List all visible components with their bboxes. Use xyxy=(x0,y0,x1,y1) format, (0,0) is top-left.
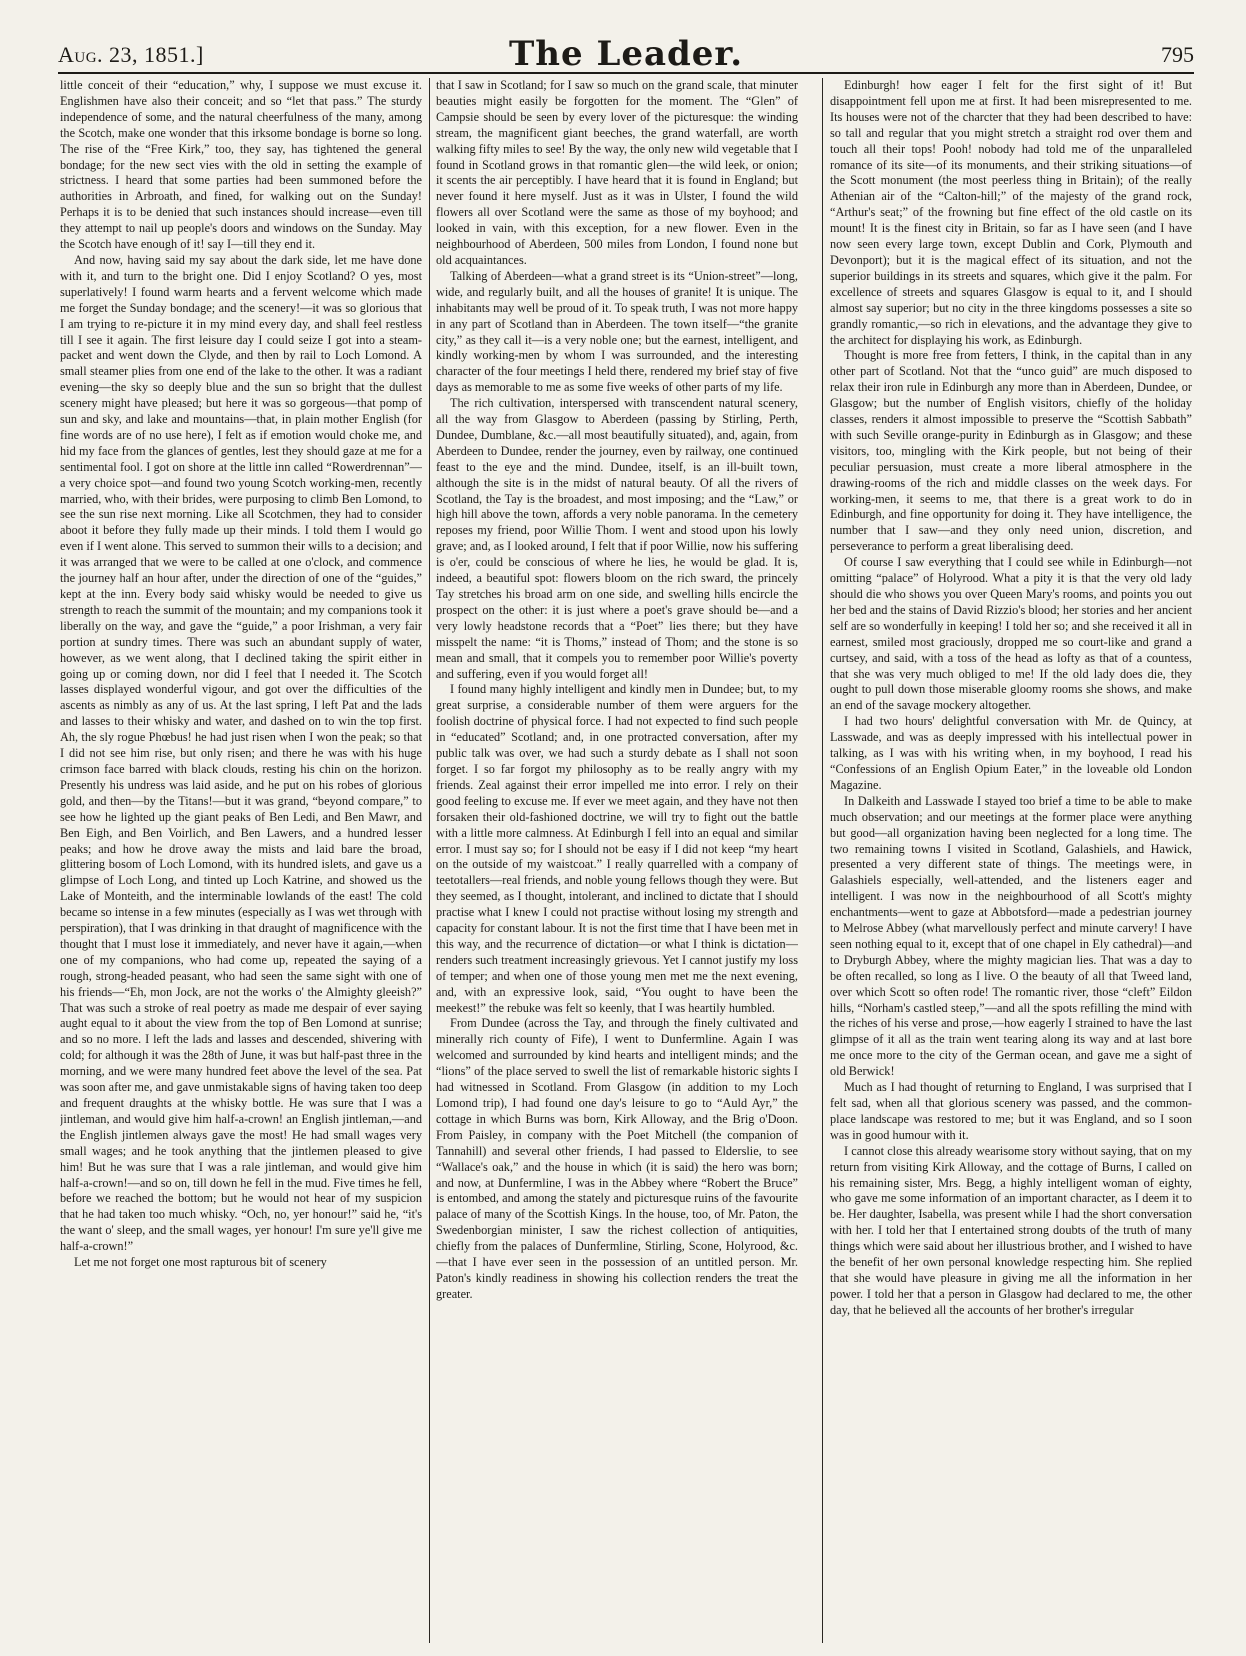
column-divider xyxy=(822,78,823,1643)
page-number: 795 xyxy=(1161,42,1194,67)
masthead-title: The Leader. xyxy=(508,34,744,74)
paragraph: I found many highly intelligent and kindly men in Dundee; but, to my great surprise, a considerable number of them were arguers for the foolish doctrine of physical force. I had not expected to find such people in “educated” Scotland; and, in one protracted conversation, after my public talk was over, we had such a sturdy debate as I shall not soon forget. I so far forgot my philosophy as to be really angry with my friends. Zeal against their error impelled me into error. I rely on their good feeling to excuse me. If ever we meet again, and they have not then forsaken their old-fashioned doctrine, we will try to fight out the battle with a little more calmness. At Edinburgh I fell into an equal and similar error. I must say so; for I should not be easy if I did not keep “my heart on the outside of my waistcoat.” I really quarrelled with a company of teetotallers—real friends, and noble young fellows though they were. But they seemed, as I thought, intolerant, and inclined to dictate that I should practise what I knew I could not practise without losing my strength and capacity for constant labour. It is not the first time that I have been met in this way, and the recurrence of dictation—or what I think is dictation—renders such treatment increasingly grievous. Yet I cannot justify my loss of temper; and when one of those young men met me the next evening, and, with an expressive look, said, “You ought to have been the meekest!” the rebuke was felt so keenly, that I was heartily humbled. xyxy=(436,682,798,1015)
paragraph: Edinburgh! how eager I felt for the first sight of it! But disappointment fell upon me at first. It had been misrepresented to me. Its houses were not of the charcter that they had been described to have: so tall and regular that you might stretch a straight rod over them and touch all their tops! Pooh! nobody had told me of the unparalleled romance of its site—of its monuments, and their striking situations—of the Scott monument (the most peerless thing in Britain); of the really Athenian air of the “Calton-hill;” of the majesty of the grand rock, “Arthur's seat;” of the frowning but fine effect of the old castle on its mount! It is the finest city in Britain, so far as I have seen (and I have now seen every large town, except Dublin and Cork, Plymouth and Devonport); but it is the magical effect of its situation, and not the superior buildings in its streets and squares, which give it the palm. For excellence of streets and squares Glasgow is equal to it, and I should almost say superior; but no city in the three kingdoms possesses a site so grandly romantic,—so rich in elevations, and the advantage they give to the architect for displaying his work, as Edinburgh. xyxy=(830,78,1192,347)
issue-date: Aug. 23, 1851.] xyxy=(58,42,204,67)
paragraph: From Dundee (across the Tay, and through the finely cultivated and minerally rich county of Fife), I went to Dunfermline. Again I was welcomed and surrounded by kind hearts and intelligent minds; and the “lions” of the place served to swell the list of remarkable historic sights I had witnessed in Scotland. From Glasgow (in addition to my Loch Lomond trip), I had found one day's leisure to go to “Auld Ayr,” the cottage in which Burns was born, Kirk Alloway, and the Brig o'Doon. From Paisley, in company with the Poet Mitchell (the companion of Tannahill) and several other friends, I had passed to Elderslie, to see “Wallace's oak,” and the house in which (it is said) the hero was born; and now, at Dunfermline, I was in the Abbey where “Robert the Bruce” is entombed, and among the stately and picturesque ruins of the favourite palace of many of the Scottish Kings. In the house, too, of Mr. Paton, the Swedenborgian minister, I saw the richest collection of antiquities, chiefly from the palaces of Dunfermline, Stirling, Scone, Holyrood, &c.—that I have ever seen in the possession of an untitled person. Mr. Paton's kindly readiness in showing his collection renders the treat the greater. xyxy=(436,1016,798,1301)
paragraph: little conceit of their “education,” why, I suppose we must excuse it. Englishmen have also their conceit; and so “let that pass.” The sturdy independence of some, and the natural cheerfulness of the many, among the Scotch, make one wonder that this irksome bondage is borne so long. The rise of the “Free Kirk,” too, they say, has tightened the general bondage; for the new sect vies with the old in setting the example of strictness. I heard that some parties had been summoned before the authorities in Arbroath, and fined, for walking out on the Sunday! Perhaps it is to be denied that such instances should increase—even till they attempt to nail up people's doors and windows on the Sunday. May the Scotch have enough of it! say I—till they end it. xyxy=(60,78,422,252)
paragraph: Much as I had thought of returning to England, I was surprised that I felt sad, when all that glorious scenery was passed, and the common-place landscape was restored to me; but it was England, and so I soon was in good humour with it. xyxy=(830,1080,1192,1142)
article-column-3 xyxy=(830,78,1192,1646)
paragraph: Talking of Aberdeen—what a grand street is its “Union-street”—long, wide, and regularly built, and all the houses of granite! It is unique. The inhabitants may well be proud of it. To speak truth, I was not more happy in any part of Scotland than in Aberdeen. The town itself—“the granite city,” as they call it—is a very noble one; but the earnest, intelligent, and kindly working-men by whom I was surrounded, and the interesting character of the four meetings I held there, rendered my brief stay of five days as memorable to me as some five weeks of other parts of my life. xyxy=(436,268,798,395)
header-rule xyxy=(58,72,1194,74)
column-divider xyxy=(429,78,430,1643)
paragraph: In Dalkeith and Lasswade I stayed too brief a time to be able to make much observation; and our meetings at the former place were anything but good—all organization having been neglected for a long time. The two remaining towns I visited in Scotland, Galashiels, and Hawick, presented a very different state of things. The meetings were, in Galashiels especially, well-attended, and the listeners eager and intelligent. I was now in the neighbourhood of all Scott's mighty enchantments—went to gaze at Abbotsford—made a pedestrian journey to Melrose Abbey (what marvellously perfect and minute carvery! I have seen nothing equal to it, except that of one chapel in Ely cathedral)—and to Dryburgh Abbey, where the mighty magician lies. That was a day to be often recalled, so long as I live. O the beauty of all that Tweed land, over which Scott so often rode! The romantic river, those “cleft” Eildon hills, “Norham's castled steep,”—and all the spots refilling the mind with the riches of his verse and prose,—how eagerly I strained to have the last glimpse of it all as the train went tearing along its way and at last bore me once more to the city of the German ocean, and gave me a sight of old Berwick! xyxy=(830,793,1192,1079)
paragraph: Thought is more free from fetters, I think, in the capital than in any other part of Scotland. Not that the “unco guid” are much disposed to relax their iron rule in Edinburgh any more than in Aberdeen, Dundee, or Glasgow; but the number of English visitors, chiefly of the holiday classes, renders it almost impossible to preserve the “Scottish Sabbath” with such Seville orange-purity in Edinburgh as in Glasgow; and these visitors, too, mingling with the Kirk people, but not being of their peculiar persuasion, must create a more liberal atmosphere in the drawing-rooms of the rich and middle classes on the week days. For working-men, it seems to me, that there is a great work to do in Edinburgh, and fine opportunity for doing it. They have intelligence, the number that I saw—and they only need union, discretion, and perseverance to perform a great liberalising deed. xyxy=(830,348,1192,554)
article-column-1 xyxy=(60,78,422,1646)
page-header xyxy=(58,34,1194,74)
paragraph: Let me not forget one most rapturous bit of scenery xyxy=(74,1255,327,1270)
paragraph: I had two hours' delightful conversation with Mr. de Quincy, at Lasswade, and was as deeply impressed with his intellectual power in talking, as I was with his writing when, in my boyhood, I read his “Confessions of an English Opium Eater,” in the loveable old London Magazine. xyxy=(830,714,1192,792)
paragraph: I cannot close this already wearisome story without saying, that on my return from visiting Kirk Alloway, and the cottage of Burns, I called on his remaining sister, Mrs. Begg, a highly intelligent woman of eighty, who gave me some information of an important character, as I deem it to be. Her daughter, Isabella, was present while I had the short conversation with her. I told her that I entertained strong doubts of the truth of many things which were said about her illustrious brother, and I wished to have the benefit of her own personal knowledge respecting him. She replied that she would have pleasure in giving me all the information in her power. I told her that a person in Glasgow had declared to me, the other day, that he believed all the accounts of her brother's irregular xyxy=(830,1143,1192,1317)
paragraph: The rich cultivation, interspersed with transcendent natural scenery, all the way from Glasgow to Aberdeen (passing by Stirling, Perth, Dundee, Dumblane, &c.—all most beautifully situated), and, again, from Aberdeen to Dundee, render the journey, even by railway, one continued feast to the eye and the mind. Dundee, itself, is an ill-built town, although the site is in the midst of natural beauty. Of all the rivers of Scotland, the Tay is the broadest, and most imposing; and the “Law,” or high hill above the town, affords a very noble panorama. In the cemetery reposes my friend, poor Willie Thom. I went and stood upon his lowly grave; and, as I looked around, I felt that if poor Willie, now his suffering is o'er, could be conscious of where he lies, he would be glad. It is, indeed, a beautiful spot: flowers bloom on the rich sward, the princely Tay stretches his broad arm on one side, and swelling hills encircle the prospect on the other: it is just where a poet's grave should be—and a very lowly headstone records that a “Poet” lies there; but they have misspelt the name: “it is Thoms,” instead of Thom; and the stone is so mean and small, that it compels you to remember poor Willie's poverty and suffering, even if you would forget all! xyxy=(436,396,798,681)
paragraph: And now, having said my say about the dark side, let me have done with it, and turn to the bright one. Did I enjoy Scotland? O yes, most superlatively! I found warm hearts and a fervent welcome which made me forget the Sunday bondage; and the scenery!—it was so glorious that I am trying to re-picture it in my mind every day, and shall feel restless till I see it again. The first leisure day I could seize I got into a steam-packet and went down the Clyde, and then by rail to Loch Lomond. A small steamer plies from one end of the lake to the other. It was a radiant evening—the sky so deeply blue and the sun so bright that the dullest scenery might have pleased; but here it was so gorgeous—that pomp of sun and sky, and lake and mountains—that, in plain mother English (for fine words are of no use here), I felt as if emotion would choke me, and hid my face from the glances of gentles, lest they should gaze at me for a sentimental fool. I got on shore at the little inn called “Rowerdrennan”—a very choice spot—and found two young Scotch working-men, recently married, who, with their brides, were purposing to climb Ben Lomond, to see the sun rise next morning. Like all Scotchmen, they had to consider aboot it before they fully made up their minds. I told them I would go even if I went alone. This served to summon their wills to a decision; and it was arranged that we were to be called at one o'clock, and commence the journey half an hour after, under the direction of one of the “guides,” kept at the inn. Every body said whisky would be needed to give us strength to reach the summit of the mountain; and my companions took it liberally on the way, and gave the “guide,” a poor Irishman, a very fair portion at sundry times. There was such an abundant supply of water, however, as we went along, that I declined taking the spirit either in going up or coming down, nor did I feel that I needed it. The Scotch lasses displayed wonderful vigour, and got over the difficulties of the ascents as nimbly as any of us. At the last spring, I left Pat and the lads and lasses to their whisky and water, and dashed on to win the top first. Ah, the sly rogue Phœbus! he had just risen when I won the peak; so that I did not see him rise, but only risen; and there he was with his huge crimson face barred with black clouds, resting his chin on the horizon. Presently his undress was laid aside, and he put on his robes of glorious gold, and then—by the Titans!—but it was grand, “beyond compare,” to see how he lighted up the giant peaks of Ben Ledi, and Ben Mawr, and Ben Eigh, and Ben Voirlich, and Ben Lawers, and a hundred lesser peaks; and how he drove away the mists and laid bare the broad, glittering bosom of Loch Lomond, with its hundred islets, and gave us a glimpse of Loch Long, and tinted up Loch Katrine, and showed us the Lake of Monteith, and the interminable lowlands of the east! The cold became so intense in a few minutes (especially as I was wet through with perspiration), that I was drinking in that draught of magnificence with the thought that I must lose it immediately, and never have it again,—when one of my companions, who had come up, repeated the saying of a rough, strong-headed peasant, who had seen the same sight with one of his friends—“Eh, mon Jock, are not the works o' the Almighty gleeish?” That was such a stroke of real poetry as made me despair of ever saying aught equal to it about the view from the top of Ben Lomond at sunrise; and so no more. I left the lads and lasses and descended, shivering with cold; for although it was the 28th of June, it was but half-past three in the morning, and we were many hundred feet above the level of the sea. Pat was soon after me, and gave unmistakable signs of having taken too deep and frequent draughts at the whisky bottle. He was sure that I was a jintleman, and would give him half-a-crown! an English jintleman,—and the English jintlemen always gave the most! He had small wages very small wages; and he took anything that the jintlemen pleased to give him! But he was sure that I was a rale jintleman, and would give him half-a-crown!—and so on, till down he fell in the mud. Five times he fell, before we reached the bottom; but he would not hear of my suspicion that he had taken too much whisky. “Och, no, yer honour!” said he, “it's the want o' sleep, and the small wages, yer honour! I'm sure ye'll give me half-a-crown!” xyxy=(60,252,422,1254)
paragraph: that I saw in Scotland; for I saw so much on the grand scale, that minuter beauties might easily be forgotten for the moment. The “Glen” of Campsie should be seen by every lover of the picturesque: the winding stream, the magnificent giant beeches, the grand waterfall, are worth walking fifty miles to see! By the way, the only new wild vegetable that I found in Scotland grows in that romantic glen—the wild leek, or onion; it scents the air perceptibly. I have heard that it is found in England; but never found it here myself. Just as it was in Ulster, I found the wild flowers all over Scotland were the same as those of my boyhood; and looked in vain, with this exception, for a new flower. Even in the neighbourhood of Aberdeen, 500 miles from London, I found none but old acquaintances. xyxy=(436,78,798,267)
paragraph: Of course I saw everything that I could see while in Edinburgh—not omitting “palace” of Holyrood. What a pity it is that the very old lady should die who shows you over Queen Mary's rooms, and points you out her bed and the stains of David Rizzio's blood; her stories and her ancient self are so wonderfully in keeping! I told her so; and she received it all in earnest, smiled most graciously, dropped me so court-like and grand a curtsey, and said, with a toss of the head as lofty as that of a countess, that she was very much obliged to me! If the old lady does die, they ought to pull down those miserable gloomy rooms she shows, and make an end of the savage mockery altogether. xyxy=(830,555,1192,713)
article-column-2 xyxy=(436,78,798,1646)
